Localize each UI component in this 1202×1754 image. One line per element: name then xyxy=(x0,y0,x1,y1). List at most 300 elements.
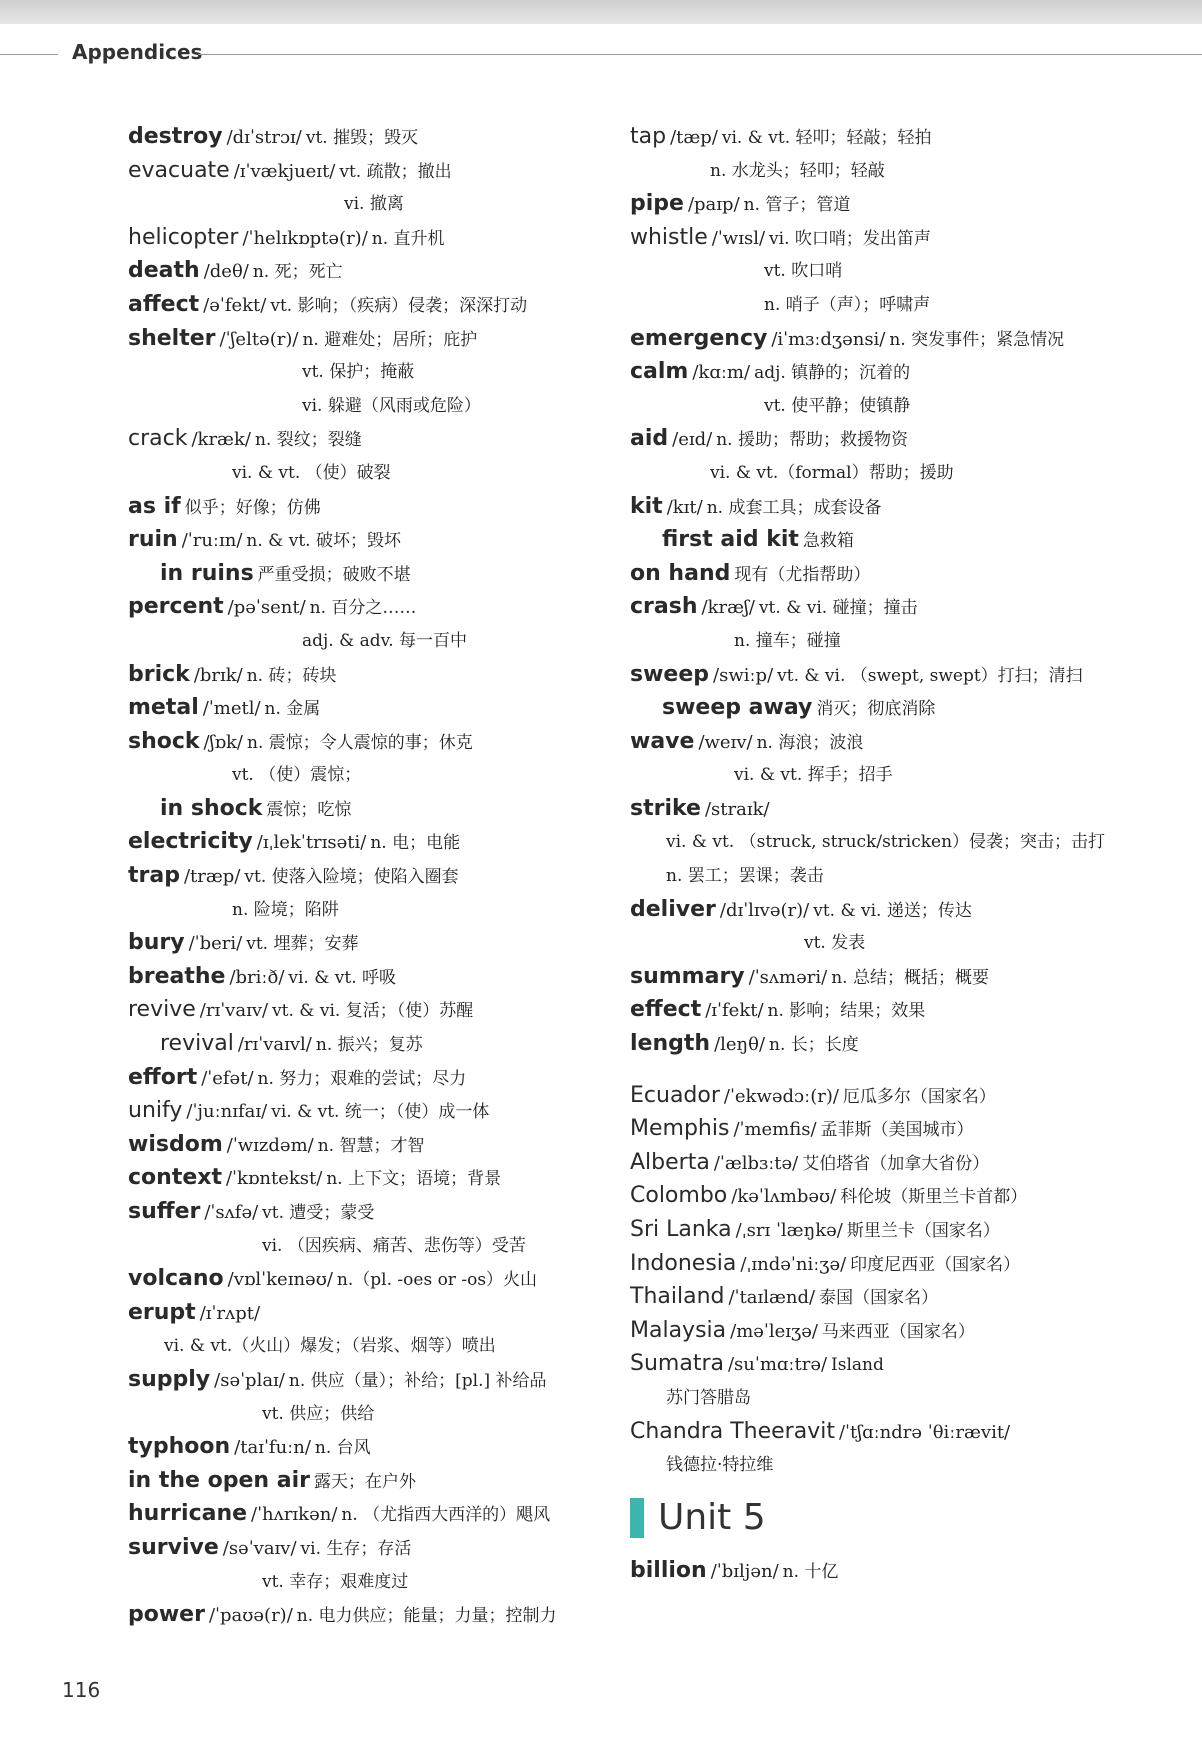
pronunciation: /ˈmetl/ xyxy=(202,698,261,720)
headword: summary xyxy=(630,963,745,989)
definition: vi. 吹口哨；发出笛声 xyxy=(769,228,931,249)
glossary-entry xyxy=(128,221,618,255)
definition: n. 水龙头；轻叩；轻敲 xyxy=(710,160,885,181)
definition: n. 台风 xyxy=(314,1438,371,1459)
glossary-entry xyxy=(630,557,1170,591)
definition: 消灭；彻底消除 xyxy=(816,699,936,720)
definition: vt. 使落入险境；使陷入圈套 xyxy=(244,867,459,888)
pronunciation: /eɪd/ xyxy=(672,429,713,451)
pronunciation: /swiːp/ xyxy=(713,664,774,686)
pronunciation: /briːð/ xyxy=(229,966,285,988)
glossary-subsense xyxy=(128,758,618,792)
headword: revival xyxy=(160,1031,234,1057)
glossary-subsense xyxy=(630,624,1170,658)
definition: n. 成套工具；成套设备 xyxy=(706,497,882,518)
glossary-entry xyxy=(128,490,618,524)
definition: vt. 遭受；蒙受 xyxy=(262,1203,375,1223)
glossary-entry xyxy=(630,658,1170,692)
pronunciation: /səˈvaɪv/ xyxy=(222,1537,297,1559)
pronunciation: /ˈruːɪn/ xyxy=(181,530,243,552)
headword: pipe xyxy=(630,191,684,217)
glossary-entry xyxy=(128,825,618,859)
glossary-entry xyxy=(630,1247,1170,1281)
glossary-entry xyxy=(128,1296,618,1330)
headword: crack xyxy=(128,426,188,452)
glossary-entry xyxy=(128,658,618,692)
scan-top-band xyxy=(0,0,1202,24)
unit-entries xyxy=(630,1554,1170,1588)
definition: n. & vt. 破坏；毁坏 xyxy=(246,531,401,552)
headword: shock xyxy=(128,728,200,754)
definition: vi. & vt.（formal）帮助；援助 xyxy=(710,462,954,483)
headword: sweep away xyxy=(662,695,813,721)
pronunciation: /ˈhʌrɪkən/ xyxy=(251,1504,338,1526)
glossary-entry xyxy=(630,1146,1170,1180)
headword: Memphis xyxy=(630,1116,730,1142)
definition: n. 撞车；碰撞 xyxy=(734,630,841,651)
definition: vt. 发表 xyxy=(804,933,866,954)
pronunciation: /ˈjuːnɪfaɪ/ xyxy=(186,1101,268,1123)
glossary-subsense xyxy=(630,154,1170,188)
header-rule-left xyxy=(0,54,58,55)
definition: vi. 撤离 xyxy=(344,194,404,215)
glossary-subsense xyxy=(630,859,1170,893)
pronunciation: /ɪˌlekˈtrɪsəti/ xyxy=(256,832,367,854)
definition: 露天；在户外 xyxy=(313,1471,416,1492)
glossary-entry xyxy=(128,557,618,591)
glossary-entry xyxy=(630,221,1170,255)
section-gap xyxy=(630,1061,1170,1079)
headword: length xyxy=(630,1031,711,1057)
glossary-entry xyxy=(630,523,1170,557)
glossary-subsense xyxy=(128,355,618,389)
glossary-entry xyxy=(630,893,1170,927)
pronunciation: /ˈbɪljən/ xyxy=(710,1560,779,1582)
headword: emergency xyxy=(630,325,768,351)
glossary-entry xyxy=(630,691,1170,725)
glossary-subsense xyxy=(630,389,1170,423)
glossary-entry xyxy=(630,355,1170,389)
pronunciation: /tæp/ xyxy=(670,127,718,148)
glossary-entry xyxy=(630,1314,1170,1348)
definition: 钱德拉·特拉维 xyxy=(666,1455,774,1476)
pronunciation: /rɪˈvaɪv/ xyxy=(199,1000,269,1022)
pronunciation: /træp/ xyxy=(183,866,241,888)
glossary-entry xyxy=(630,1415,1170,1449)
pronunciation: /ˈhelɪkɒptə(r)/ xyxy=(242,227,368,249)
glossary-entry xyxy=(630,1347,1170,1381)
headword: sweep xyxy=(630,661,710,687)
definition: 斯里兰卡（国家名） xyxy=(846,1221,1000,1241)
glossary-subsense xyxy=(128,1329,618,1363)
glossary-entry xyxy=(630,993,1170,1027)
headword: deliver xyxy=(630,896,716,922)
glossary-entry xyxy=(630,422,1170,456)
pronunciation: /ˈwɪzdəm/ xyxy=(226,1134,314,1156)
definition: vi. & vt. 统一；（使）成一体 xyxy=(271,1102,490,1123)
pronunciation: /vɒlˈkeɪnəʊ/ xyxy=(227,1269,333,1291)
headword: whistle xyxy=(630,224,708,250)
right-column xyxy=(630,120,1170,1587)
definition: vt. 保护；掩蔽 xyxy=(302,362,415,383)
definition: n. 砖；砖块 xyxy=(246,665,337,686)
definition: 震惊；吃惊 xyxy=(266,799,352,820)
glossary-subsense xyxy=(128,1565,618,1599)
pronunciation: /ˈmemfis/ xyxy=(733,1119,817,1141)
headword: suffer xyxy=(128,1199,201,1224)
definition: vt. & vi. 碰撞；撞击 xyxy=(758,598,918,619)
glossary-entry xyxy=(128,1531,618,1565)
pronunciation: /səˈplaɪ/ xyxy=(214,1369,285,1391)
glossary-entry xyxy=(128,1161,618,1195)
definition: vt. （使）震惊； xyxy=(232,765,362,786)
unit-title: Unit 5 xyxy=(658,1496,766,1538)
pronunciation: /kræk/ xyxy=(191,429,251,451)
definition: adj. & adv. 每一百中 xyxy=(302,630,468,651)
glossary-entry xyxy=(128,859,618,893)
definition: 科伦坡（斯里兰卡首都） xyxy=(840,1187,1028,1208)
headword: volcano xyxy=(128,1266,224,1292)
glossary-entry xyxy=(630,1112,1170,1146)
headword: Sri Lanka xyxy=(630,1217,732,1242)
definition: n. 努力；艰难的尝试；尽力 xyxy=(257,1068,467,1089)
glossary-entry xyxy=(128,322,618,356)
definition: vt. 疏散；撤出 xyxy=(339,161,452,182)
glossary-entry xyxy=(630,1179,1170,1213)
pronunciation: /ˈekwədɔː(r)/ xyxy=(723,1085,839,1107)
pronunciation: /kɑːm/ xyxy=(692,362,751,384)
glossary-entry xyxy=(128,590,618,624)
pronunciation: /ɪˈrʌpt/ xyxy=(199,1302,261,1324)
headword: billion xyxy=(630,1557,707,1583)
headword: ruin xyxy=(128,527,178,553)
headword: survive xyxy=(128,1534,219,1560)
definition: vt. 埋葬；安葬 xyxy=(246,934,359,955)
pronunciation: /paɪp/ xyxy=(687,194,740,216)
pronunciation: /ˌsrɪ ˈlæŋkə/ xyxy=(735,1220,843,1241)
definition: 孟菲斯（美国城市） xyxy=(820,1120,974,1141)
glossary-subsense xyxy=(630,1448,1170,1482)
glossary-entry xyxy=(630,960,1170,994)
pronunciation: /rɪˈvaɪvl/ xyxy=(237,1034,312,1056)
glossary-subsense xyxy=(630,926,1170,960)
definition: n. 避难处；居所；庇护 xyxy=(302,329,478,350)
left-column xyxy=(128,120,618,1632)
glossary-entry xyxy=(630,490,1170,524)
glossary-entry xyxy=(128,288,618,322)
headword: in the open air xyxy=(128,1467,310,1493)
definition: n. 百分之…… xyxy=(309,598,417,619)
headword: brick xyxy=(128,661,190,687)
definition: vt. & vi. 递送；传达 xyxy=(813,900,972,921)
pronunciation: /ˌɪndəˈniːʒə/ xyxy=(740,1253,847,1275)
definition: vi. & vt.（火山）爆发；（岩浆、烟等）喷出 xyxy=(164,1336,496,1357)
pronunciation: /əˈfekt/ xyxy=(203,294,267,316)
glossary-entry xyxy=(128,926,618,960)
glossary-subsense xyxy=(128,1397,618,1431)
definition: n. 死；死亡 xyxy=(252,262,343,283)
headword: Indonesia xyxy=(630,1250,737,1276)
right-entries xyxy=(630,120,1170,1482)
glossary-subsense xyxy=(128,456,618,490)
headword: Alberta xyxy=(630,1149,710,1175)
definition: n. 智慧；才智 xyxy=(317,1135,425,1156)
definition: 似乎；好像；仿佛 xyxy=(184,497,321,518)
headword: shelter xyxy=(128,325,216,351)
pronunciation: /ˈkɒntekst/ xyxy=(225,1168,323,1190)
glossary-entry xyxy=(128,254,618,288)
definition: vi. 生存；存活 xyxy=(300,1538,412,1559)
pronunciation: /məˈleɪʒə/ xyxy=(730,1320,818,1342)
headword: strike xyxy=(630,795,701,821)
headword: affect xyxy=(128,291,200,317)
definition: n. 管子；管道 xyxy=(743,195,851,216)
headword: power xyxy=(128,1602,205,1628)
pronunciation: /suˈmɑːtrə/ xyxy=(727,1354,828,1376)
glossary-subsense xyxy=(630,254,1170,288)
definition: n. 罢工；罢课；袭击 xyxy=(666,866,824,887)
glossary-entry xyxy=(128,1262,618,1296)
glossary-entry xyxy=(128,1094,618,1128)
glossary-entry xyxy=(128,1598,618,1632)
definition: 厄瓜多尔（国家名） xyxy=(842,1086,996,1107)
pronunciation: /ˈberi/ xyxy=(188,933,243,955)
section-title: Appendices xyxy=(72,40,203,64)
definition: 苏门答腊岛 xyxy=(666,1387,751,1408)
pronunciation: /ɪˈvækjueɪt/ xyxy=(233,160,336,182)
definition: vt. 幸存；艰难度过 xyxy=(262,1571,409,1592)
definition: vt. & vi. 复活；（使）苏醒 xyxy=(272,1001,474,1022)
headword: hurricane xyxy=(128,1501,248,1527)
pronunciation: /weɪv/ xyxy=(698,731,753,753)
headword: Sumatra xyxy=(630,1351,724,1377)
glossary-subsense xyxy=(630,758,1170,792)
pronunciation: /ˈtaɪlænd/ xyxy=(728,1287,816,1309)
glossary-entry xyxy=(630,590,1170,624)
glossary-entry xyxy=(630,1079,1170,1113)
definition: vi. 躲避（风雨或危险） xyxy=(302,395,481,416)
glossary-entry xyxy=(128,1464,618,1498)
headword: revive xyxy=(128,997,196,1023)
definition: n. 震惊；令人震惊的事；休克 xyxy=(247,732,473,753)
definition: vt. & vi. （swept, swept）打扫；清扫 xyxy=(777,665,1083,686)
pronunciation: /deθ/ xyxy=(203,261,249,283)
page-number: 116 xyxy=(62,1678,101,1702)
definition: vi. & vt. 轻叩；轻敲；轻拍 xyxy=(721,128,932,148)
glossary-entry xyxy=(128,725,618,759)
headword: wisdom xyxy=(128,1131,223,1157)
definition: vi. & vt. 呼吸 xyxy=(288,967,397,988)
definition: n. 影响；结果；效果 xyxy=(767,1001,926,1022)
definition: vi. （因疾病、痛苦、悲伤等）受苦 xyxy=(262,1235,526,1256)
glossary-entry xyxy=(128,1195,618,1229)
definition: 马来西亚（国家名） xyxy=(821,1321,975,1342)
definition: 泰国（国家名） xyxy=(819,1288,939,1309)
definition: vi. & vt. （使）破裂 xyxy=(232,462,391,483)
headword: destroy xyxy=(128,124,223,149)
headword: helicopter xyxy=(128,224,239,250)
headword: first aid kit xyxy=(662,527,799,553)
glossary-entry xyxy=(128,1363,618,1397)
definition: n. 电；电能 xyxy=(370,833,461,854)
definition: n. 电力供应；能量；力量；控制力 xyxy=(296,1606,557,1627)
headword: effect xyxy=(630,997,702,1023)
headword: evacuate xyxy=(128,157,230,183)
glossary-entry xyxy=(630,187,1170,221)
pronunciation: /ˈsʌfə/ xyxy=(204,1202,259,1223)
pronunciation: /dɪˈstrɔɪ/ xyxy=(226,127,302,148)
definition: n. 供应（量）；补给；[pl.] 补给品 xyxy=(288,1370,547,1391)
definition: n. 裂纹；裂缝 xyxy=(254,430,362,451)
glossary-subsense xyxy=(128,624,618,658)
glossary-entry xyxy=(630,1554,1170,1588)
glossary-entry xyxy=(128,1027,618,1061)
glossary-entry xyxy=(630,1027,1170,1061)
definition: adj. 镇静的；沉着的 xyxy=(754,363,911,384)
definition: n. 金属 xyxy=(264,699,321,720)
pronunciation: /kɪt/ xyxy=(666,496,703,518)
headword: crash xyxy=(630,594,698,620)
glossary-entry xyxy=(128,120,618,154)
definition: 艾伯塔省（加拿大省份） xyxy=(802,1153,990,1174)
definition: vt. 影响；（疾病）侵袭；深深打动 xyxy=(270,295,528,316)
pronunciation: /ˈtʃɑːndrə ˈθiːrævit/ xyxy=(838,1421,1011,1443)
pronunciation: /leŋθ/ xyxy=(714,1034,766,1056)
definition: n. 援助；帮助；救援物资 xyxy=(716,430,908,451)
definition: n. 海浪；波浪 xyxy=(756,732,864,753)
headword: bury xyxy=(128,930,185,956)
header-rule-right xyxy=(198,54,1202,55)
glossary-entry xyxy=(128,792,618,826)
definition: n. 哨子（声）；呼啸声 xyxy=(764,294,931,315)
glossary-entry xyxy=(630,725,1170,759)
pronunciation: /kəˈlʌmbəʊ/ xyxy=(731,1186,837,1208)
glossary-entry xyxy=(128,691,618,725)
headword: metal xyxy=(128,695,199,721)
headword: supply xyxy=(128,1366,211,1392)
pronunciation: /brɪk/ xyxy=(193,664,243,686)
definition: n. 突发事件；紧急情况 xyxy=(889,329,1065,350)
definition: 急救箱 xyxy=(802,531,854,552)
definition: n. 直升机 xyxy=(371,228,445,249)
headword: percent xyxy=(128,594,224,620)
glossary-entry xyxy=(128,960,618,994)
headword: unify xyxy=(128,1098,183,1124)
definition: n. 振兴；复苏 xyxy=(315,1035,423,1056)
definition: n. 总结；概括；概要 xyxy=(831,967,989,988)
headword: Ecuador xyxy=(630,1082,720,1108)
definition: 严重受损；破败不堪 xyxy=(257,564,411,585)
headword: kit xyxy=(630,493,663,519)
page-header xyxy=(0,40,1202,70)
headword: Chandra Theeravit xyxy=(630,1418,835,1444)
definition: vt. 供应；供给 xyxy=(262,1403,375,1424)
pronunciation: /ˈʃeltə(r)/ xyxy=(219,328,299,350)
headword: Colombo xyxy=(630,1183,728,1209)
glossary-subsense xyxy=(128,187,618,221)
definition: vi. & vt. 挥手；招手 xyxy=(734,765,893,786)
headword: context xyxy=(128,1165,222,1191)
glossary-entry xyxy=(630,1280,1170,1314)
unit-heading xyxy=(630,1482,1170,1554)
pronunciation: /taɪˈfuːn/ xyxy=(234,1437,311,1459)
glossary-subsense xyxy=(630,456,1170,490)
glossary-entry xyxy=(128,1430,618,1464)
headword: in ruins xyxy=(160,560,254,586)
headword: in shock xyxy=(160,795,263,821)
glossary-entry xyxy=(630,1213,1170,1247)
pronunciation: /ˈælbɜːtə/ xyxy=(713,1152,799,1174)
pronunciation: /iˈmɜːdʒənsi/ xyxy=(771,328,886,350)
pronunciation: /ˈsʌməri/ xyxy=(748,966,828,988)
definition: n. 十亿 xyxy=(782,1561,839,1582)
definition: vt. 摧毁；毁灭 xyxy=(305,128,419,148)
headword: erupt xyxy=(128,1299,196,1325)
glossary-entry xyxy=(630,792,1170,826)
glossary-subsense xyxy=(630,288,1170,322)
pronunciation: /straɪk/ xyxy=(704,798,770,820)
headword: trap xyxy=(128,863,180,889)
headword: as if xyxy=(128,493,181,519)
glossary-entry xyxy=(128,523,618,557)
definition: Island xyxy=(831,1355,884,1376)
headword: calm xyxy=(630,359,689,385)
definition: 印度尼西亚（国家名） xyxy=(850,1254,1021,1275)
glossary-subsense xyxy=(630,1381,1170,1415)
glossary-subsense xyxy=(630,825,1170,859)
pronunciation: /ɪˈfekt/ xyxy=(705,1000,764,1022)
pronunciation: /ʃɒk/ xyxy=(203,731,243,753)
glossary-entry xyxy=(128,993,618,1027)
headword: on hand xyxy=(630,560,731,586)
pronunciation: /dɪˈlɪvə(r)/ xyxy=(719,899,810,921)
glossary-entry xyxy=(128,1497,618,1531)
unit-accent-bar xyxy=(630,1498,644,1538)
glossary-subsense xyxy=(128,893,618,927)
definition: vt. 吹口哨 xyxy=(764,261,843,282)
definition: n. （尤指西大西洋的）飓风 xyxy=(341,1505,551,1526)
glossary-entry xyxy=(128,422,618,456)
glossary-entry xyxy=(128,1128,618,1162)
glossary-entry xyxy=(630,120,1170,154)
definition: 现有（尤指帮助） xyxy=(734,564,871,585)
definition: n. 上下文；语境；背景 xyxy=(326,1169,502,1190)
pronunciation: /kræʃ/ xyxy=(701,597,755,619)
definition: n.（pl. -oes or -os）火山 xyxy=(336,1270,538,1291)
pronunciation: /pəˈsent/ xyxy=(227,597,306,619)
glossary-entry xyxy=(128,1061,618,1095)
definition: n. 险境；陷阱 xyxy=(232,899,339,920)
glossary-subsense xyxy=(128,1229,618,1263)
headword: breathe xyxy=(128,963,226,989)
glossary-entry xyxy=(128,154,618,188)
pronunciation: /ˈpaʊə(r)/ xyxy=(208,1605,293,1627)
headword: Malaysia xyxy=(630,1317,727,1343)
pronunciation: /ˈefət/ xyxy=(201,1067,254,1089)
headword: effort xyxy=(128,1064,198,1090)
pronunciation: /ˈwɪsl/ xyxy=(711,227,766,249)
definition: vt. 使平静；使镇静 xyxy=(764,395,911,416)
headword: death xyxy=(128,258,200,284)
headword: typhoon xyxy=(128,1434,231,1460)
definition: n. 长；长度 xyxy=(769,1035,859,1056)
headword: wave xyxy=(630,728,695,754)
headword: aid xyxy=(630,426,669,452)
headword: electricity xyxy=(128,829,253,855)
glossary-subsense xyxy=(128,389,618,423)
glossary-entry xyxy=(630,322,1170,356)
definition: vi. & vt. （struck, struck/stricken）侵袭；突击；击打 xyxy=(666,832,1106,853)
